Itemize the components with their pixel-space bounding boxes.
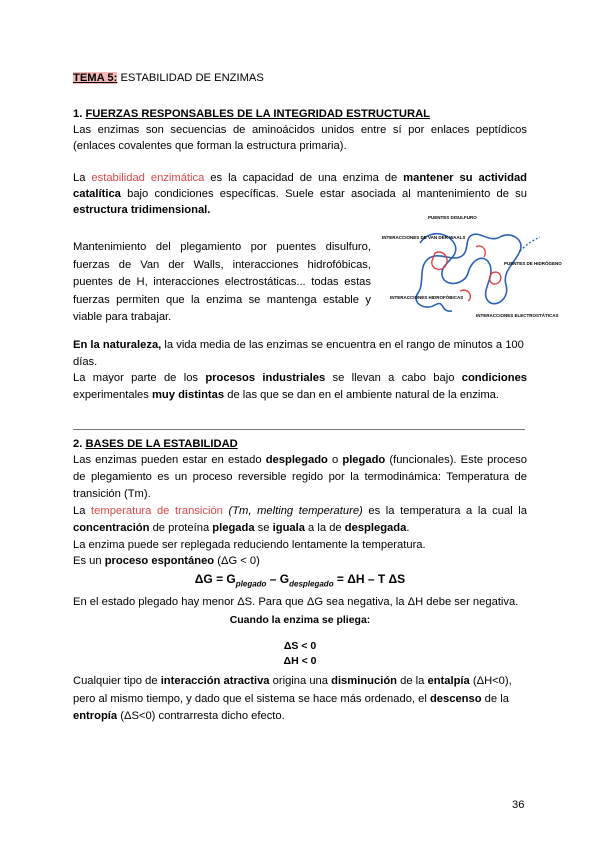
s2-l2-a: La	[73, 505, 92, 517]
section2-paragraph-6	[73, 673, 513, 726]
s2-l2-e: a la de	[304, 522, 345, 534]
title-tag: TEMA 5:	[73, 72, 118, 84]
s2-l6-c: de la	[397, 675, 428, 687]
enzyme-structure-figure	[380, 213, 562, 323]
section1-paragraph-4	[73, 337, 527, 370]
section1-paragraph-5	[73, 370, 527, 404]
section1-paragraph-2	[73, 170, 527, 218]
s2-l6-bold-2: disminución	[331, 675, 397, 687]
p2-highlight: estabilidad enzimática	[91, 172, 205, 184]
tail-right	[520, 237, 540, 251]
s2-l2-bold-3: iguala	[272, 522, 305, 534]
s2-l6-bold-3: entalpía	[427, 675, 470, 687]
section1-paragraph-3: Mantenimiento del plegamiento por puentes disulfuro, fuerzas de Van der Walls, interacciones hidrofóbicas, puentes de H, interacciones electrostáticas... todas estas fuerzas permiten que la enzima se mantenga estable y viable para trabajar.	[73, 241, 371, 323]
s2-l6-b: origina una	[269, 675, 332, 687]
s2-l2-bold-2: plegada	[212, 522, 255, 534]
section2-line-3: La enzima puede ser replegada reduciendo lentamente la temperatura.	[73, 539, 426, 551]
section2-title: BASES DE LA ESTABILIDAD	[85, 438, 238, 450]
s2-l2-c: de proteína	[149, 522, 213, 534]
eq-part-a: ΔG = G	[194, 572, 236, 586]
disulfide-bond	[476, 246, 485, 257]
eq-part-c: = ΔH – T ΔS	[333, 572, 406, 586]
s2-l6-e: de la	[481, 692, 509, 705]
p4-text: la vida media de las enzimas se encuentra en el rango de minutos a 100 días.	[73, 339, 524, 368]
p4-bold: En la naturaleza,	[73, 339, 162, 351]
section2-paragraph-2	[73, 503, 527, 537]
label-electrostatic: INTERACCIONES ELECTROSTÁTICAS	[476, 313, 559, 318]
hbond-region	[490, 272, 501, 284]
label-hbonds: PUENTES DE HIDRÓGENO	[504, 261, 562, 266]
s2-l2-d: se	[254, 522, 273, 534]
s2-l1-a: Las enzimas pueden estar en estado	[73, 454, 266, 466]
s2-l2-b: es la temperatura a la cual la	[362, 505, 527, 517]
s2-l6-bold-4: descenso	[429, 692, 482, 705]
section2-line-5: En el estado plegado hay menor ΔS. Para que ΔG sea negativa, la ΔH debe ser negativa.	[73, 596, 519, 608]
delta-s-condition: ΔS < 0	[283, 640, 317, 652]
p2-text-b: es la capacidad de una enzima de	[204, 172, 404, 184]
section2-paragraph-1	[73, 452, 527, 503]
p5-bold-2: condiciones	[461, 372, 528, 384]
s2-l6-d: (ΔH<0), pero al mismo tiempo, y dado que el sistema se hace más ordenado, el	[73, 675, 512, 705]
p2-text-d: . Suele estar asociada al mantenimiento de su	[275, 188, 527, 200]
title-text: ESTABILIDAD DE ENZIMAS	[117, 72, 264, 84]
p5-bold-3: muy distintas	[151, 389, 225, 401]
s2-l1-c: (funcionales). Este proceso de plegamiento es un proceso reversible regido por la termodinámica: Temperatura de transición (Tm).	[73, 454, 527, 500]
s2-l6-f: (ΔS<0) contrarresta dicho efecto.	[117, 710, 285, 722]
eq-part-b: – G	[266, 572, 290, 586]
eq-sub-plegado: plegado	[235, 579, 267, 589]
s2-l6-a: Cualquier tipo de	[73, 675, 161, 687]
gibbs-equation	[0, 571, 600, 592]
p5-text-b: se llevan a cabo bajo	[325, 372, 462, 384]
p5-text-d: de las que se dan en el ambiente natural de la enzima.	[224, 389, 500, 401]
enzyme-diagram-svg	[380, 213, 562, 323]
p2-text-c: bajo condiciones específicas	[120, 188, 276, 200]
section1-number: 1.	[73, 108, 83, 120]
hydrophobic-region	[432, 252, 447, 269]
page-title	[73, 70, 264, 86]
s2-l1-bold-1: desplegado	[265, 454, 328, 466]
s2-l2-highlight: temperatura de transición	[91, 505, 223, 517]
label-bridges: PUENTES DISULFURO	[428, 215, 477, 220]
section1-heading	[73, 106, 430, 122]
s2-l2-italic: (Tm, melting temperature)	[222, 505, 363, 517]
p2-bold-1: mantener su actividad catalítica	[73, 172, 528, 200]
delta-h-condition: ΔH < 0	[283, 655, 317, 667]
s2-l2-bold-1: concentración	[73, 522, 150, 534]
p5-bold-1: procesos industriales	[205, 372, 326, 384]
label-hydrophobic: INTERACCIONES HIDROFÓBICAS	[390, 295, 464, 300]
p5-text-c: experimentales	[73, 389, 152, 401]
s2-l2-bold-4: desplegada	[344, 522, 407, 534]
s2-l4-a: Es un	[73, 555, 105, 567]
s2-l1-o: o	[327, 454, 343, 466]
s2-l6-bold-1: interacción atractiva	[160, 675, 270, 687]
section2-number: 2.	[73, 438, 83, 450]
s2-l2-f: .	[406, 522, 410, 534]
s2-l1-bold-2: plegado	[342, 454, 386, 466]
label-vdw: INTERACCIONES DE VAN DER WAALS	[382, 235, 466, 240]
s2-l4-bold: proceso espontáneo	[104, 555, 215, 567]
section2-line-4	[73, 553, 260, 569]
section1-title: FUERZAS RESPONSABLES DE LA INTEGRIDAD ESTRUCTURAL	[85, 108, 430, 120]
s2-l4-c: (ΔG < 0)	[214, 555, 260, 567]
s2-l6-bold-5: entropía	[73, 710, 118, 722]
p2-text-a: La	[73, 172, 92, 184]
eq-sub-desplegado: desplegado	[289, 579, 334, 589]
section2-heading	[73, 436, 238, 452]
section1-paragraph-1: Las enzimas son secuencias de aminoácidos unidos entre sí por enlaces peptídicos (enlaces covalentes que forman la estructura primaria).	[73, 124, 527, 152]
p5-text-a: La mayor parte de los	[73, 372, 206, 384]
p2-bold-2: estructura tridimensional.	[73, 204, 211, 216]
fold-title: Cuando la enzima se pliega:	[229, 614, 371, 626]
section-divider	[73, 429, 525, 430]
page-number: 36	[512, 799, 525, 811]
